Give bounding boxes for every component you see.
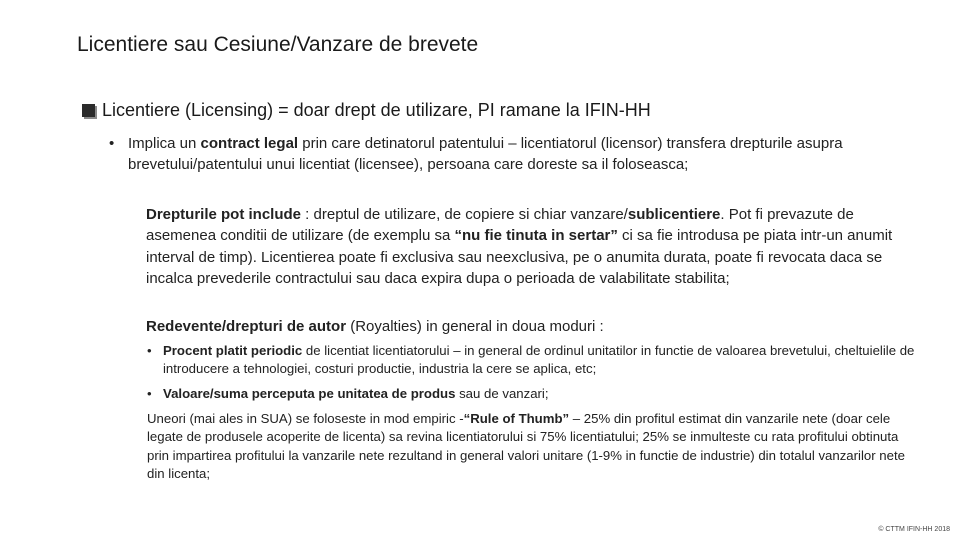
sub-item-unit-value: • Valoare/suma perceputa pe unitatea de produs sau de vanzari; (163, 385, 943, 403)
emphasis-quote: “nu fie tinuta in sertar” (454, 227, 618, 245)
paragraph-rule-of-thumb: Uneori (mai ales in SUA) se foloseste in mod empiric -“Rule of Thumb” – 25% din profitul estimat din vanzarile nete (doar cele legate de produsele acoperite de licenta) sa revina licentiatorului si 75% licentiatului; 25% se inmulteste cu rata profitului obtinuta prin impartirea profitului la vanzarile nete rezultand in general valori unitare (1-9% in functie de industrie) din totalul vanzarilor nete din licenta; (147, 411, 905, 481)
bullet-icon: • (147, 386, 152, 401)
paragraph-rights: Drepturile pot include : dreptul de utilizare, de copiere si chiar vanzare/sublicentiere. Pot fi prevazute de asemenea conditii de utilizare (de exemplu sa “nu fie tinuta in sertar” ci sa fie introdusa pe piata intr-un anumit interval de timp). Licentierea poate fi exclusiva sau neexclusiva, pe o anumita durata, poate fi revocata daca se incalca prevederile contractului sau daca expira dupa o perioada de valabilitate stabilita; (146, 206, 893, 287)
level1-text: Licentiere (Licensing) = doar drept de utilizare, PI ramane la IFIN-HH (102, 100, 651, 120)
emphasis-royalties: Redevente/drepturi de autor (146, 318, 347, 335)
bullet-icon: • (109, 135, 115, 152)
footer-copyright: © CTTM IFIN-HH 2018 (878, 526, 950, 533)
square-bullet-icon (82, 104, 95, 117)
emphasis-rule-of-thumb: “Rule of Thumb” (463, 411, 570, 426)
paragraph-royalties: Redevente/drepturi de autor (Royalties) in general in doua moduri : (146, 318, 604, 335)
emphasis-percent: Procent platit periodic (163, 343, 303, 358)
emphasis-contract-legal: contract legal (200, 135, 299, 152)
level1-item (82, 100, 651, 121)
emphasis-rights: Drepturile pot include (146, 206, 302, 223)
bullet-icon: • (147, 343, 152, 358)
emphasis-sublicensing: sublicentiere (627, 206, 721, 223)
paragraph-contract: • Implica un contract legal prin care detinatorul patentului – licentiatorul (licensor) transfera drepturile asupra brevetului/patentului unui licentiat (licensee), persoana care doreste sa il foloseasca; (109, 135, 843, 174)
emphasis-unit-value: Valoare/suma perceputa pe unitatea de produs (163, 386, 456, 401)
page-title: Licentiere sau Cesiune/Vanzare de brevete (77, 33, 479, 56)
sub-item-percent: • Procent platit periodic de licentiat licentiatorului – in general de ordinul unitatilor in functie de valoarea brevetului, cheltuielile de introducere a tehnologiei, costuri productie, industria la cere se aplica, etc; (147, 343, 915, 377)
